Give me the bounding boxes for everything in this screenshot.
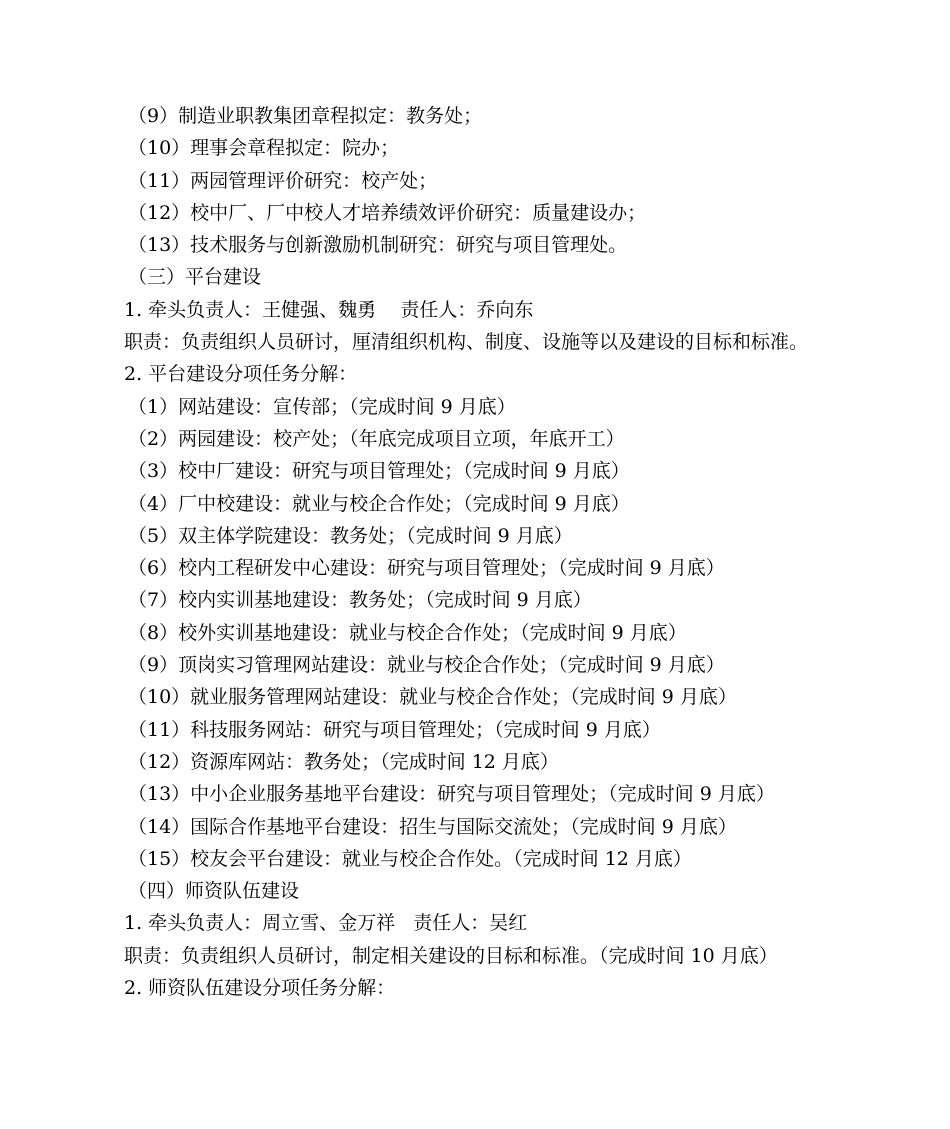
text-line: 职责：负责组织人员研讨，制定相关建设的目标和标准。（完成时间 10 月底） (124, 944, 778, 967)
list-item: （13）中小企业服务基地平台建设：研究与项目管理处；（完成时间 9 月底） (128, 783, 775, 806)
text-line: （10）理事会章程拟定：院办； (128, 137, 400, 160)
text-line: 1. 牵头负责人：周立雪、金万祥 责任人：吴红 (124, 912, 528, 935)
section-heading: （三）平台建设 (128, 266, 262, 289)
text-line: （9）制造业职教集团章程拟定：教务处； (128, 105, 483, 127)
list-item: （12）资源库网站：教务处；（完成时间 12 月底） (128, 750, 559, 773)
list-item: （15）校友会平台建设：就业与校企合作处。（完成时间 12 月底） (128, 847, 692, 870)
list-item: （4）厂中校建设：就业与校企合作处；（完成时间 9 月底） (128, 492, 630, 515)
text-line: 2. 师资队伍建设分项任务分解： (124, 977, 396, 1000)
text-line: （13）技术服务与创新激励机制研究：研究与项目管理处。 (128, 234, 628, 257)
section-heading: （四）师资队伍建设 (128, 880, 300, 903)
list-item: （8）校外实训基地建设：就业与校企合作处；（完成时间 9 月底） (128, 621, 687, 644)
list-item: （10）就业服务管理网站建设：就业与校企合作处；（完成时间 9 月底） (128, 686, 737, 709)
list-item: （1）网站建设：宣传部；（完成时间 9 月底） (128, 395, 516, 418)
document-body (0, 100, 950, 1004)
list-item: （14）国际合作基地平台建设：招生与国际交流处；（完成时间 9 月底） (128, 815, 737, 838)
list-item: （9）顶岗实习管理网站建设：就业与校企合作处；（完成时间 9 月底） (128, 654, 725, 677)
text-line: 1. 牵头负责人：王健强、魏勇 责任人：乔向东 (124, 298, 534, 321)
list-item: （7）校内实训基地建设：教务处；（完成时间 9 月底） (128, 589, 592, 612)
text-line: 职责：负责组织人员研讨，厘清组织机构、制度、设施等以及建设的目标和标准。 (124, 331, 809, 354)
list-item: （2）两园建设：校产处；（年底完成项目立项，年底开工） (128, 427, 625, 450)
list-item: （5）双主体学院建设：教务处；（完成时间 9 月底） (128, 524, 573, 547)
text-line: （12）校中厂、厂中校人才培养绩效评价研究：质量建设办； (128, 201, 647, 224)
list-item: （11）科技服务网站：研究与项目管理处；（完成时间 9 月底） (128, 718, 661, 741)
text-line: （11）两园管理评价研究：校产处； (128, 169, 438, 192)
list-item: （6）校内工程研发中心建设：研究与项目管理处；（完成时间 9 月底） (128, 557, 725, 580)
list-item: （3）校中厂建设：研究与项目管理处；（完成时间 9 月底） (128, 460, 630, 483)
text-line: 2. 平台建设分项任务分解： (124, 363, 358, 386)
